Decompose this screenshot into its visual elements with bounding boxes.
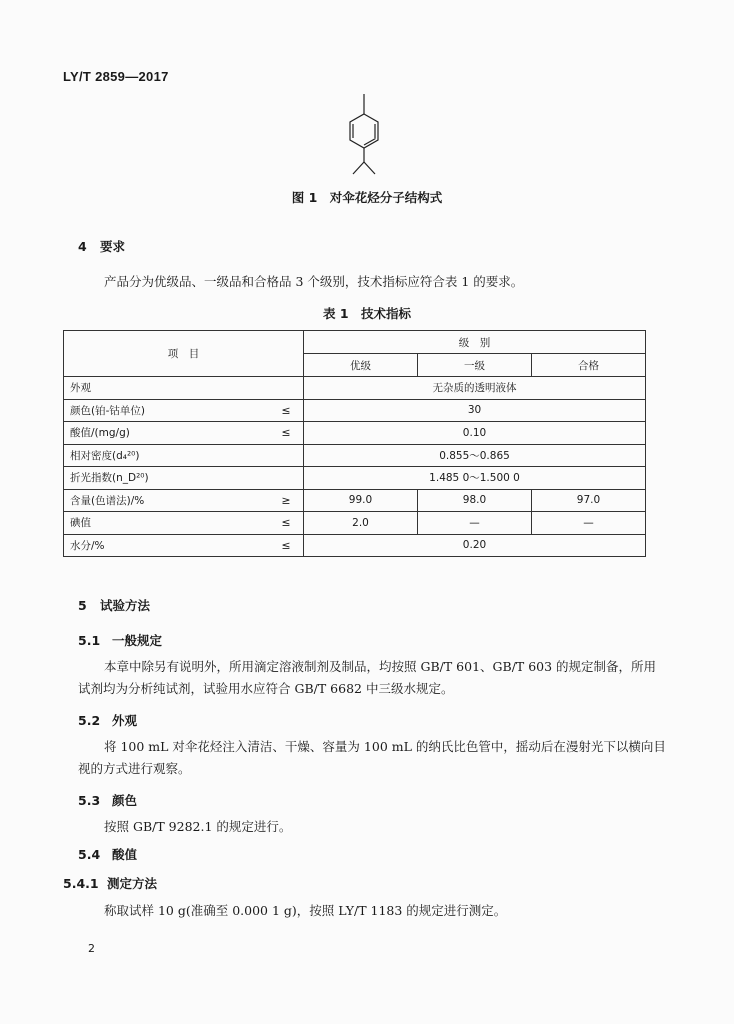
row-value: 0.10 — [304, 422, 646, 445]
row-comparison-operator: ≤ — [269, 512, 304, 535]
row-comparison-operator — [269, 377, 304, 400]
row-value: 2.0 — [304, 512, 418, 535]
header-grade-premium: 优级 — [304, 354, 418, 377]
section-4-paragraph: 产品分为优级品、一级品和合格品 3 个级别，技术指标应符合表 1 的要求。 — [104, 274, 524, 289]
header-grade: 级 别 — [304, 331, 646, 354]
section-number: 5.2 — [78, 713, 101, 728]
section-title: 测定方法 — [107, 876, 158, 891]
header-grade-first: 一级 — [418, 354, 532, 377]
row-comparison-operator — [269, 467, 304, 490]
row-comparison-operator: ≤ — [269, 534, 304, 557]
section-title: 外观 — [112, 713, 138, 728]
section-5-4-1-heading — [63, 874, 157, 892]
section-title: 颜色 — [112, 793, 138, 808]
section-5-2-line2: 视的方式进行观察。 — [78, 761, 191, 776]
row-value: — — [418, 512, 532, 535]
section-number: 5.4 — [78, 847, 101, 862]
header-grade-qualified: 合格 — [532, 354, 646, 377]
table-row — [64, 512, 646, 535]
figure-caption: 图 1 对伞花烃分子结构式 — [291, 190, 443, 205]
section-4-heading — [78, 237, 125, 255]
table-caption: 表 1 技术指标 — [322, 306, 412, 321]
table-row — [64, 377, 646, 400]
table-row — [64, 534, 646, 557]
section-title: 要求 — [100, 239, 126, 254]
row-item-name: 酸值/(mg/g) — [64, 422, 270, 445]
row-value: 30 — [304, 399, 646, 422]
row-item-name: 折光指数(n_D²⁰) — [64, 467, 270, 490]
section-number: 5 — [78, 598, 87, 613]
table-row — [64, 399, 646, 422]
row-value: — — [532, 512, 646, 535]
section-5-1-line1: 本章中除另有说明外，所用滴定溶液制剂及制品，均按照 GB/T 601、GB/T 603 的规定制备，所用 — [104, 659, 657, 674]
section-5-4-heading — [78, 845, 137, 863]
technical-indicators-table — [63, 330, 646, 557]
row-item-name: 颜色(铂-钴单位) — [64, 399, 270, 422]
section-number: 5.1 — [78, 633, 101, 648]
section-5-3-heading — [78, 791, 137, 809]
section-number: 5.3 — [78, 793, 101, 808]
row-item-name: 碘值 — [64, 512, 270, 535]
row-item-name: 含量(色谱法)/% — [64, 489, 270, 512]
p-cymene-structure-figure — [336, 92, 392, 178]
row-value: 0.20 — [304, 534, 646, 557]
row-item-name: 外观 — [64, 377, 270, 400]
section-5-heading — [78, 596, 150, 614]
header-item: 项 目 — [64, 331, 304, 377]
section-5-1-heading — [78, 631, 162, 649]
section-5-2-heading — [78, 711, 137, 729]
row-item-name: 相对密度(d₄²⁰) — [64, 444, 270, 467]
table-header-row — [64, 331, 646, 354]
section-title: 一般规定 — [112, 633, 163, 648]
table-row — [64, 422, 646, 445]
row-value: 98.0 — [418, 489, 532, 512]
row-comparison-operator: ≤ — [269, 399, 304, 422]
section-number: 5.4.1 — [63, 876, 99, 891]
section-5-3-paragraph: 按照 GB/T 9282.1 的规定进行。 — [104, 819, 292, 834]
table-row — [64, 489, 646, 512]
row-item-name: 水分/% — [64, 534, 270, 557]
section-number: 4 — [78, 239, 87, 254]
section-5-2-line1: 将 100 mL 对伞花烃注入清洁、干燥、容量为 100 mL 的纳氏比色管中，摇动后在漫射光下以横向目 — [104, 739, 666, 754]
section-title: 酸值 — [112, 847, 138, 862]
row-value: 99.0 — [304, 489, 418, 512]
row-value: 1.485 0～1.500 0 — [304, 467, 646, 490]
section-title: 试验方法 — [100, 598, 151, 613]
row-value: 97.0 — [532, 489, 646, 512]
table-row — [64, 467, 646, 490]
section-5-4-1-paragraph: 称取试样 10 g(准确至 0.000 1 g)，按照 LY/T 1183 的规定进行测定。 — [104, 903, 507, 918]
standard-code: LY/T 2859—2017 — [63, 69, 169, 84]
row-value: 无杂质的透明液体 — [304, 377, 646, 400]
row-comparison-operator: ≥ — [269, 489, 304, 512]
row-comparison-operator: ≤ — [269, 422, 304, 445]
row-comparison-operator — [269, 444, 304, 467]
page-number: 2 — [88, 942, 95, 955]
section-5-1-line2: 试剂均为分析纯试剂，试验用水应符合 GB/T 6682 中三级水规定。 — [78, 681, 454, 696]
table-row — [64, 444, 646, 467]
row-value: 0.855～0.865 — [304, 444, 646, 467]
